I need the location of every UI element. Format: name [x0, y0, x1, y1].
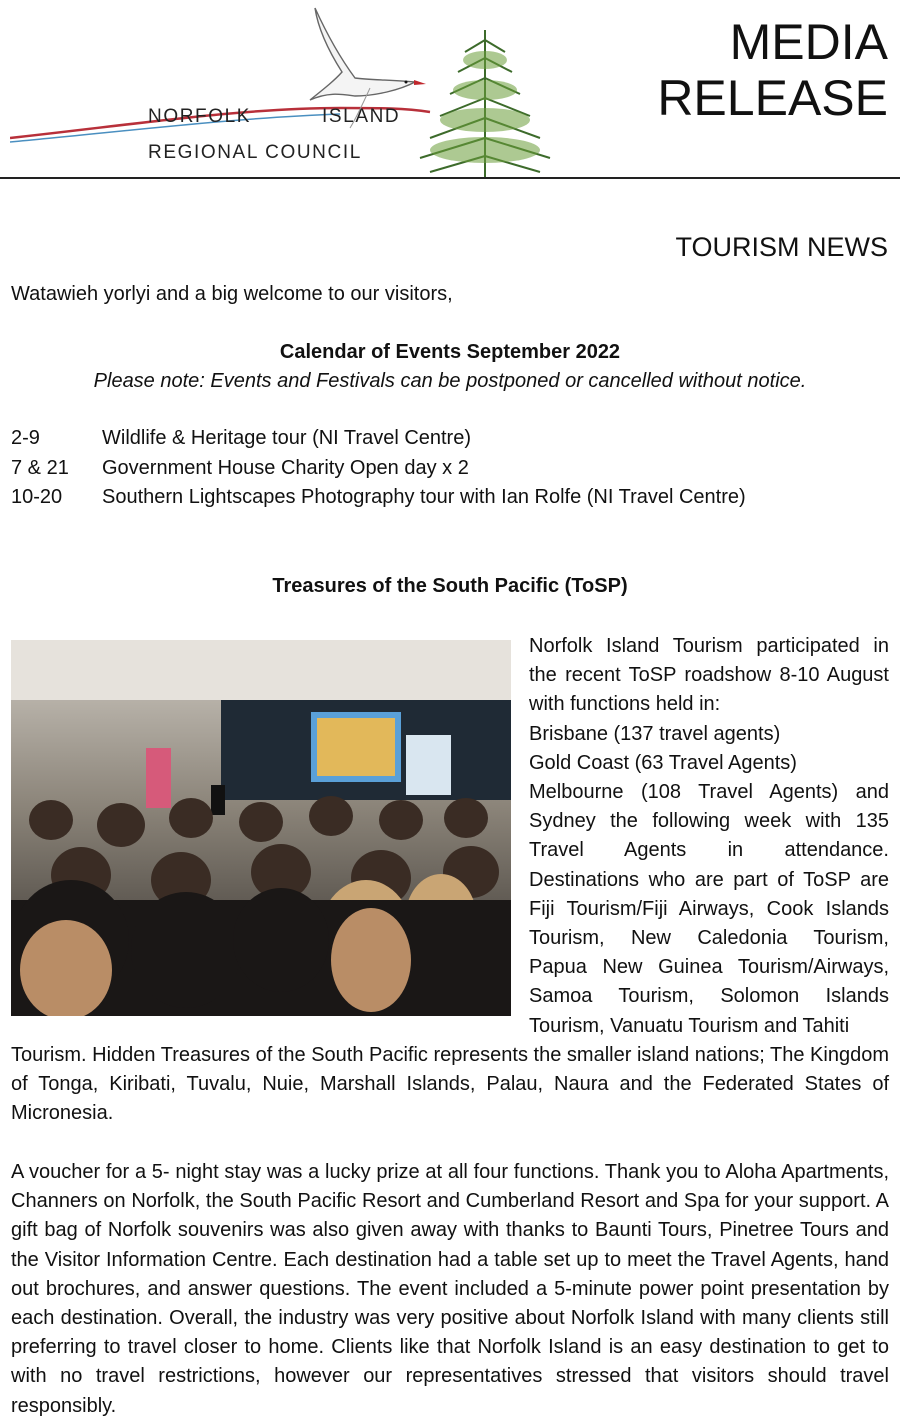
tosp-continuation: Tourism. Hidden Treasures of the South Pacific represents the smaller island nations; The Kingdom of Tonga, Kiribati, Tuvalu, Nuie, Marshall Islands, Palau, Naura and the Federated States of Micronesia.	[11, 1044, 889, 1125]
event-description: Southern Lightscapes Photography tour with Ian Rolfe (NI Travel Centre)	[102, 486, 746, 508]
council-logo	[10, 0, 570, 180]
event-date: 2-9	[11, 427, 40, 449]
media-title-line1: MEDIA	[729, 14, 888, 70]
header-divider	[0, 177, 900, 179]
section-heading: TOURISM NEWS	[675, 232, 888, 262]
tosp-intro: Norfolk Island Tourism participated in the recent ToSP roadshow 8-10 August with functions held in:	[529, 635, 889, 716]
tosp-heading: Treasures of the South Pacific (ToSP)	[272, 575, 628, 597]
media-release-title	[657, 14, 888, 126]
tosp-column-text	[529, 632, 889, 1041]
tosp-paragraph-2: A voucher for a 5- night stay was a lucky prize at all four functions. Thank you to Aloha Apartments, Channers on Norfolk, the South Pacific Resort and Cumberland Resort and Spa for your support. A gift bag of Norfolk souvenirs was also given away with thanks to Baunti Tours, Pinetree Tours and the Visitor Information Centre. Each destination had a table set up to meet the Travel Agents, hand out brochures, and answer questions. The event included a 5-minute power point presentation by each destination. Overall, the industry was very positive about Norfolk Island with many clients still preferring to travel closer to home. Clients like that Norfolk Island is an easy destination to get to with no travel restrictions, however our representatives stressed that visitors should travel responsibly.	[11, 1161, 889, 1417]
event-description: Government House Charity Open day x 2	[102, 456, 469, 479]
audience-photo-icon	[11, 640, 511, 1016]
header	[0, 0, 900, 182]
tosp-brisbane: Brisbane (137 travel agents)	[529, 722, 781, 745]
logo-text-norfolk: NORFOLK	[148, 106, 252, 127]
tosp-gold-coast: Gold Coast (63 Travel Agents)	[529, 751, 797, 774]
tosp-melbourne-sydney: Melbourne (108 Travel Agents) and Sydney the following week with 135 Travel Agents in attendance. Destinations who are part of ToSP are Fiji Tourism/Fiji Airways, Cook Islands Tourism, New Caledonia Tourism, Papua New Guinea Tourism/Airways, Samoa Tourism, Solomon Islands Tourism, Vanuatu Tourism and Tahiti	[529, 781, 889, 1037]
logo-text-island: ISLAND	[322, 106, 401, 127]
calendar-title: Calendar of Events September 2022	[279, 341, 621, 363]
event-description: Wildlife & Heritage tour (NI Travel Centre)	[102, 427, 472, 449]
event-date: 7 & 21	[11, 456, 69, 479]
welcome-text: Watawieh yorlyi and a big welcome to our visitors,	[11, 283, 453, 305]
event-date: 10-20	[11, 486, 63, 508]
logo-text-regional-council: REGIONAL COUNCIL	[148, 142, 362, 163]
roadshow-photo	[11, 640, 511, 1016]
calendar-note: Please note: Events and Festivals can be postponed or cancelled without notice.	[93, 370, 807, 392]
media-title-line2: RELEASE	[657, 70, 888, 126]
